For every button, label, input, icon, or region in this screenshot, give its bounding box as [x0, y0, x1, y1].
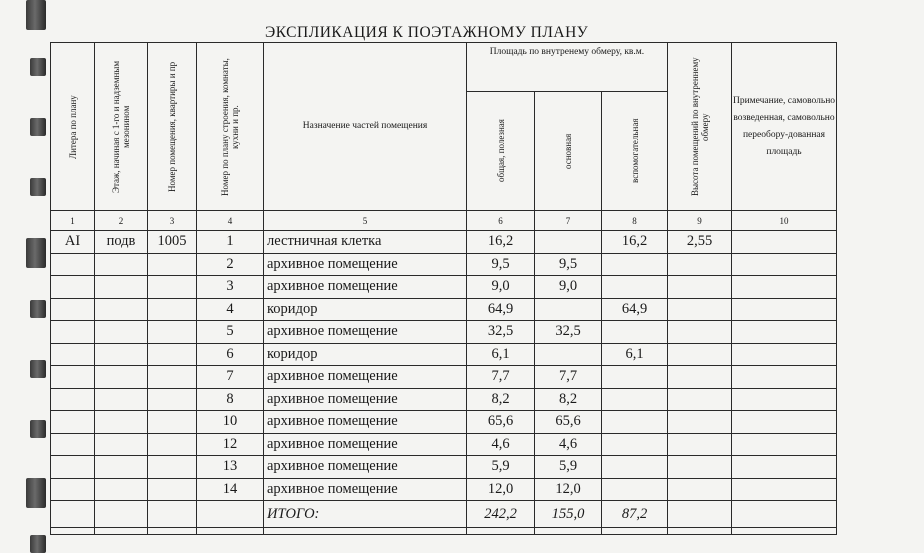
column-number: 10: [732, 211, 837, 231]
row-area-aux: [602, 366, 668, 389]
row-purpose: архивное помещение: [264, 253, 467, 276]
binding-ring: [30, 58, 46, 76]
table-row: [51, 231, 837, 254]
row-floor: [95, 411, 148, 434]
row-area-main: 9,5: [535, 253, 602, 276]
table-row: [51, 388, 837, 411]
row-floor: [95, 388, 148, 411]
row-height: [668, 366, 732, 389]
header-area-group: Площадь по внутренему обмеру, кв.м.: [467, 43, 668, 92]
row-area-aux: [602, 276, 668, 299]
row-premise-number: [148, 343, 197, 366]
row-area-main: [535, 231, 602, 254]
row-litera: [51, 456, 95, 479]
row-note: [732, 298, 837, 321]
row-premise-number: [148, 478, 197, 501]
row-purpose: лестничная клетка: [264, 231, 467, 254]
column-number: 2: [95, 211, 148, 231]
row-premise-number: [148, 321, 197, 344]
column-number: 5: [264, 211, 467, 231]
table-row: [51, 276, 837, 299]
row-litera: [51, 298, 95, 321]
column-number: 3: [148, 211, 197, 231]
binding-ring: [30, 360, 46, 378]
row-area-main: 7,7: [535, 366, 602, 389]
row-area-total: 9,0: [467, 276, 535, 299]
row-premise-number: [148, 433, 197, 456]
row-purpose: архивное помещение: [264, 411, 467, 434]
row-room-number: 4: [197, 298, 264, 321]
row-litera: [51, 388, 95, 411]
row-room-number: 7: [197, 366, 264, 389]
row-purpose: архивное помещение: [264, 433, 467, 456]
row-note: [732, 343, 837, 366]
column-number: 1: [51, 211, 95, 231]
binding-ring: [30, 300, 46, 318]
binding-ring: [26, 478, 46, 508]
row-height: [668, 411, 732, 434]
row-litera: [51, 478, 95, 501]
row-area-aux: [602, 253, 668, 276]
row-note: [732, 253, 837, 276]
header-area-main: основная: [535, 92, 602, 211]
binding-ring: [26, 238, 46, 268]
row-premise-number: [148, 388, 197, 411]
row-premise-number: [148, 411, 197, 434]
header-height: Высота помещений по внутреннему обмеру: [668, 43, 732, 211]
row-area-main: 8,2: [535, 388, 602, 411]
row-litera: [51, 366, 95, 389]
row-room-number: 6: [197, 343, 264, 366]
row-purpose: архивное помещение: [264, 321, 467, 344]
binding-ring: [26, 0, 46, 30]
row-height: [668, 298, 732, 321]
row-room-number: 1: [197, 231, 264, 254]
header-purpose: Назначение частей помещения: [264, 43, 467, 211]
row-room-number: 14: [197, 478, 264, 501]
row-area-total: 64,9: [467, 298, 535, 321]
table-row: [51, 343, 837, 366]
row-area-total: 5,9: [467, 456, 535, 479]
row-area-main: [535, 298, 602, 321]
row-floor: [95, 253, 148, 276]
row-area-total: 9,5: [467, 253, 535, 276]
column-number: 8: [602, 211, 668, 231]
row-floor: [95, 298, 148, 321]
document-title: ЭКСПЛИКАЦИЯ К ПОЭТАЖНОМУ ПЛАНУ: [265, 24, 589, 41]
row-floor: [95, 321, 148, 344]
row-purpose: архивное помещение: [264, 388, 467, 411]
row-area-total: 16,2: [467, 231, 535, 254]
explication-table: [50, 42, 837, 535]
row-floor: [95, 276, 148, 299]
row-note: [732, 231, 837, 254]
row-litera: АI: [51, 231, 95, 254]
row-note: [732, 456, 837, 479]
column-number: 7: [535, 211, 602, 231]
row-room-number: 5: [197, 321, 264, 344]
row-note: [732, 433, 837, 456]
row-premise-number: [148, 298, 197, 321]
row-area-total: 6,1: [467, 343, 535, 366]
header-litera: Литера по плану: [51, 43, 95, 211]
row-litera: [51, 411, 95, 434]
row-area-aux: [602, 433, 668, 456]
header-area-total: общая, полезная: [467, 92, 535, 211]
table-row: [51, 253, 837, 276]
row-note: [732, 478, 837, 501]
table-row: [51, 456, 837, 479]
row-area-main: 12,0: [535, 478, 602, 501]
column-number-row: [51, 211, 837, 231]
row-note: [732, 411, 837, 434]
row-room-number: 8: [197, 388, 264, 411]
binding-ring: [30, 178, 46, 196]
row-area-total: 8,2: [467, 388, 535, 411]
table-row: [51, 478, 837, 501]
row-height: [668, 456, 732, 479]
table-row: [51, 298, 837, 321]
row-floor: [95, 343, 148, 366]
totals-area-aux: 87,2: [602, 501, 668, 528]
row-room-number: 13: [197, 456, 264, 479]
row-floor: [95, 478, 148, 501]
row-floor: [95, 433, 148, 456]
row-area-main: 9,0: [535, 276, 602, 299]
row-height: [668, 388, 732, 411]
row-note: [732, 276, 837, 299]
row-area-aux: 16,2: [602, 231, 668, 254]
row-note: [732, 388, 837, 411]
binding-ring: [30, 420, 46, 438]
row-litera: [51, 321, 95, 344]
row-litera: [51, 343, 95, 366]
row-area-aux: [602, 456, 668, 479]
totals-row: [51, 501, 837, 528]
row-premise-number: [148, 276, 197, 299]
row-purpose: архивное помещение: [264, 276, 467, 299]
row-area-main: [535, 343, 602, 366]
row-floor: [95, 366, 148, 389]
row-height: [668, 276, 732, 299]
row-area-main: 5,9: [535, 456, 602, 479]
row-area-aux: [602, 411, 668, 434]
row-litera: [51, 276, 95, 299]
row-premise-number: [148, 253, 197, 276]
row-litera: [51, 253, 95, 276]
totals-area-total: 242,2: [467, 501, 535, 528]
row-height: 2,55: [668, 231, 732, 254]
row-area-aux: [602, 388, 668, 411]
row-area-main: 4,6: [535, 433, 602, 456]
table-row: [51, 433, 837, 456]
binding-ring: [30, 535, 46, 553]
header-area-aux: вспомогательная: [602, 92, 668, 211]
blank-row: [51, 528, 837, 535]
spiral-binding: [0, 0, 48, 551]
header-room-number: Номер по плану строения, комнаты, кухни и пр.: [197, 43, 264, 211]
column-number: 4: [197, 211, 264, 231]
row-premise-number: [148, 366, 197, 389]
row-premise-number: [148, 456, 197, 479]
row-area-total: 32,5: [467, 321, 535, 344]
row-height: [668, 433, 732, 456]
row-area-main: 65,6: [535, 411, 602, 434]
row-area-total: 7,7: [467, 366, 535, 389]
row-area-aux: 6,1: [602, 343, 668, 366]
row-purpose: коридор: [264, 298, 467, 321]
row-room-number: 3: [197, 276, 264, 299]
header-premise-number: Номер помещения, квартиры и пр: [148, 43, 197, 211]
row-purpose: архивное помещение: [264, 456, 467, 479]
row-height: [668, 321, 732, 344]
row-room-number: 10: [197, 411, 264, 434]
row-height: [668, 478, 732, 501]
row-area-total: 65,6: [467, 411, 535, 434]
header-floor: Этаж, начиная с 1-го и надземным мезонином: [95, 43, 148, 211]
row-room-number: 2: [197, 253, 264, 276]
row-room-number: 12: [197, 433, 264, 456]
row-note: [732, 321, 837, 344]
row-height: [668, 253, 732, 276]
table-row: [51, 411, 837, 434]
row-area-aux: 64,9: [602, 298, 668, 321]
column-number: 9: [668, 211, 732, 231]
row-floor: подв: [95, 231, 148, 254]
column-number: 6: [467, 211, 535, 231]
binding-ring: [30, 118, 46, 136]
row-premise-number: 1005: [148, 231, 197, 254]
row-area-aux: [602, 478, 668, 501]
row-area-aux: [602, 321, 668, 344]
row-area-main: 32,5: [535, 321, 602, 344]
table-row: [51, 321, 837, 344]
row-note: [732, 366, 837, 389]
row-floor: [95, 456, 148, 479]
table-row: [51, 366, 837, 389]
row-purpose: архивное помещение: [264, 478, 467, 501]
row-purpose: архивное помещение: [264, 366, 467, 389]
row-litera: [51, 433, 95, 456]
row-area-total: 12,0: [467, 478, 535, 501]
totals-area-main: 155,0: [535, 501, 602, 528]
row-height: [668, 343, 732, 366]
totals-label: ИТОГО:: [264, 501, 467, 528]
header-note: Примечание, самовольно возведенная, самовольно переобору-дованная площадь: [732, 43, 837, 211]
row-area-total: 4,6: [467, 433, 535, 456]
row-purpose: коридор: [264, 343, 467, 366]
